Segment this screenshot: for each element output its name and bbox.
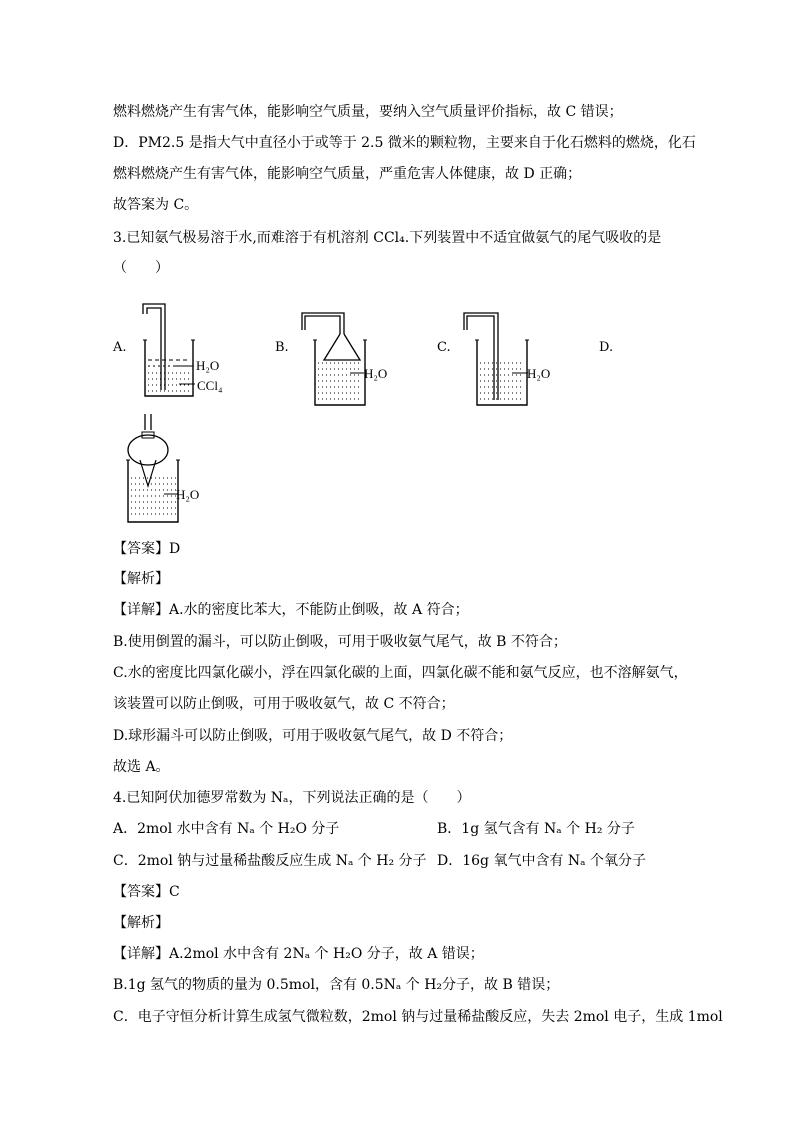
answer-4: 【答案】C	[113, 884, 180, 900]
apparatus-c	[462, 310, 562, 410]
label-ccl4: CCl₄	[197, 378, 223, 393]
option-label-d: D.	[599, 340, 614, 355]
text-line: D.球形漏斗可以防止倒吸，可用于吸收氨气尾气，故 D 不符合；	[113, 728, 513, 744]
text-line: 燃料燃烧产生有害气体，能影响空气质量，要纳入空气质量评价指标，故 C 错误；	[113, 104, 623, 120]
question-4: 4.已知阿伏加德罗常数为 Nₐ，下列说法正确的是（ ）	[113, 790, 471, 806]
text-line: 故答案为 C。	[113, 197, 199, 213]
label-h2o: H₂O	[196, 358, 220, 373]
text-line: B.1g 氢气的物质的量为 0.5mol，含有 0.5Nₐ 个 H₂分子，故 B 错误；	[113, 977, 560, 993]
apparatus-a	[135, 300, 245, 400]
option-label-a: A.	[113, 340, 127, 355]
text-line: D．PM2.5 是指大气中直径小于或等于 2.5 微米的颗粒物，主要来自于化石燃料的燃烧，化石	[113, 135, 696, 151]
option-a: A．2mol 水中含有 Nₐ 个 H₂O 分子	[113, 821, 340, 837]
analysis-heading-4: 【解析】	[113, 915, 169, 931]
option-d: D．16g 氧气中含有 Nₐ 个氧分子	[437, 853, 647, 869]
apparatus-b	[300, 310, 400, 410]
text-line: 燃料燃烧产生有害气体，能影响空气质量，严重危害人体健康，故 D 正确；	[113, 166, 582, 182]
question-3-paren: （ ）	[113, 260, 169, 276]
label-h2o: H₂O	[364, 366, 388, 381]
text-line: B.使用倒置的漏斗，可以防止倒吸，可用于吸收氨气尾气，故 B 不符合；	[113, 634, 567, 650]
text-line: 该装置可以防止倒吸，可用于吸收氨气，故 C 不符合；	[113, 696, 455, 712]
option-c: C．2mol 钠与过量稀盐酸反应生成 Nₐ 个 H₂ 分子	[113, 853, 427, 869]
text-line: 【详解】A.2mol 水中含有 2Nₐ 个 H₂O 分子，故 A 错误；	[113, 946, 484, 962]
question-3: 3.已知氨气极易溶于水,而难溶于有机溶剂 CCl₄.下列装置中不适宜做氨气的尾气吸收的是	[113, 230, 662, 246]
label-h2o: H₂O	[527, 366, 551, 381]
option-label-c: C.	[437, 340, 451, 355]
apparatus-d	[120, 410, 220, 525]
label-h2o: H₂O	[176, 487, 200, 502]
analysis-heading-3: 【解析】	[113, 571, 169, 587]
option-label-b: B.	[275, 340, 289, 355]
text-line: C．电子守恒分析计算生成氢气微粒数，2mol 钠与过量稀盐酸反应，失去 2mol 电子，生成 1mol	[113, 1009, 723, 1025]
text-line: C.水的密度比四氯化碳小，浮在四氯化碳的上面，四氯化碳不能和氨气反应，也不溶解氨气，	[113, 665, 688, 681]
text-line: 【详解】A.水的密度比苯大，不能防止倒吸，故 A 符合；	[113, 602, 469, 618]
answer-3: 【答案】D	[113, 541, 181, 557]
text-line: 故选 A。	[113, 759, 170, 775]
option-b: B．1g 氢气含有 Nₐ 个 H₂ 分子	[437, 821, 635, 837]
